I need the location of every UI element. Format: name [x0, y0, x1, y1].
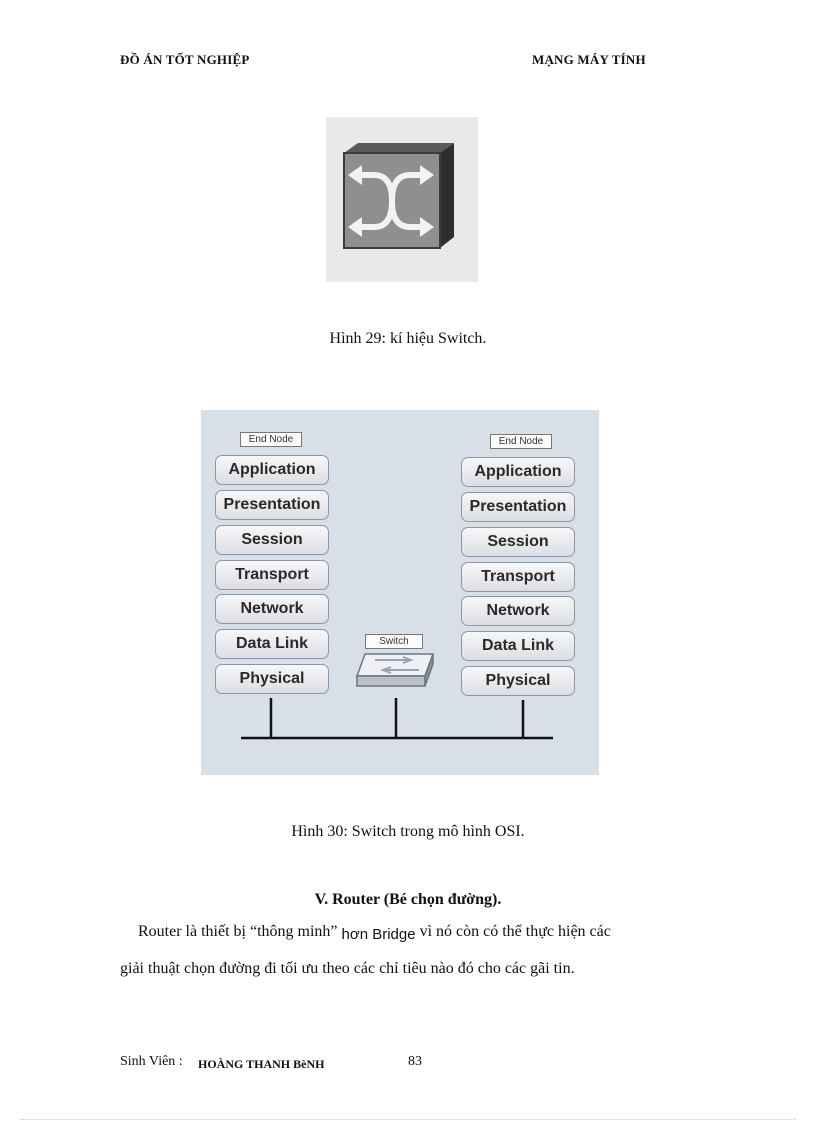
paragraph-line-1-part-c: vì nó còn có thể thực hiện các — [419, 923, 611, 940]
figure-29-caption: Hình 29: kí hiệu Switch. — [329, 330, 487, 347]
footer-page-number: 83 — [408, 1054, 422, 1069]
right-layer-session: Session — [461, 527, 575, 557]
header-left: ĐỒ ÁN TỐT NGHIỆP — [120, 52, 250, 67]
network-bus-line — [201, 698, 599, 748]
paragraph-line-1-part-a: Router là thiết bị “thông minh” — [138, 923, 338, 940]
footer-student-name: HOÀNG THANH BèNH — [198, 1057, 325, 1071]
section-heading: V. Router (Bé chọn đường). — [314, 891, 502, 908]
paragraph-line-1 — [138, 914, 611, 950]
switch-label: Switch — [365, 634, 423, 649]
bottom-dotted-rule — [20, 1119, 796, 1120]
left-layer-physical: Physical — [215, 664, 329, 694]
switch-symbol-icon — [326, 117, 478, 282]
right-layer-data-link: Data Link — [461, 631, 575, 661]
left-end-node-label: End Node — [240, 432, 302, 447]
right-layer-presentation: Presentation — [461, 492, 575, 522]
paragraph-line-1-part-b: hơn Bridge — [341, 926, 416, 943]
right-layer-transport: Transport — [461, 562, 575, 592]
left-layer-data-link: Data Link — [215, 629, 329, 659]
left-layer-network: Network — [215, 594, 329, 624]
right-end-node-label: End Node — [490, 434, 552, 449]
footer-student-label: Sinh Viên : — [120, 1054, 183, 1069]
right-layer-network: Network — [461, 596, 575, 626]
switch-device-icon — [353, 650, 439, 690]
left-layer-transport: Transport — [215, 560, 329, 590]
osi-switch-diagram — [201, 410, 599, 775]
paragraph-line-2: giải thuật chọn đường đi tối ưu theo các chỉ tiêu nào đó cho các gãi tin. — [120, 960, 575, 977]
switch-symbol-figure — [326, 117, 478, 282]
figure-30-caption: Hình 30: Switch trong mô hình OSI. — [291, 823, 525, 840]
left-layer-presentation: Presentation — [215, 490, 329, 520]
right-layer-physical: Physical — [461, 666, 575, 696]
header-right: MẠNG MÁY TÍNH — [532, 52, 646, 67]
right-layer-application: Application — [461, 457, 575, 487]
left-layer-application: Application — [215, 455, 329, 485]
left-layer-session: Session — [215, 525, 329, 555]
